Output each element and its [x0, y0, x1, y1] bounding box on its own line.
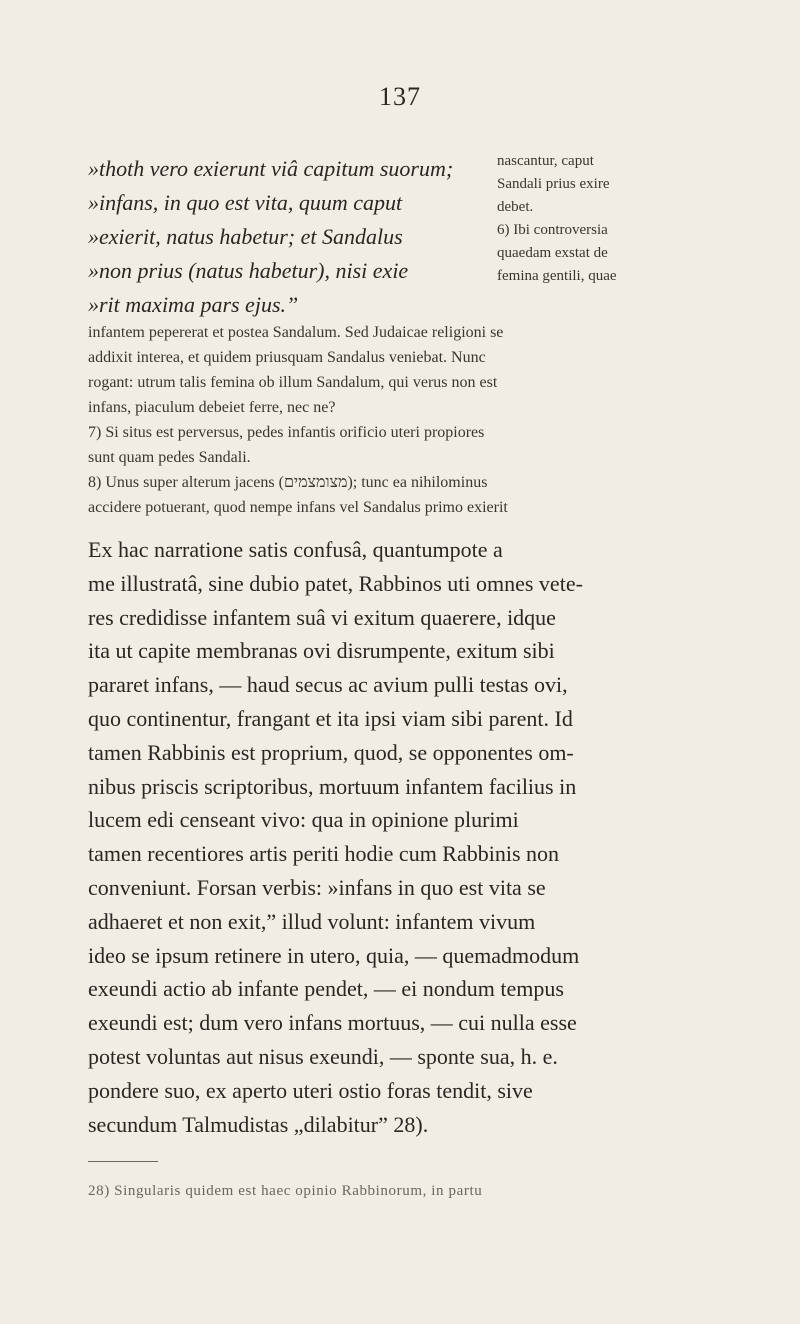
note-line: infans, piaculum debeiet ferre, nec ne?: [88, 399, 336, 416]
main-text-line: pondere suo, ex aperto uteri ostio foras tendit, sive: [88, 1077, 533, 1103]
note-line: addixit interea, et quidem priusquam Sandalus veniebat. Nunc: [88, 349, 486, 366]
quote-line: »infans, in quo est vita, quum caput: [88, 190, 403, 215]
main-text-line: exeundi actio ab infante pendet, — ei nondum tempus: [88, 976, 564, 1002]
note-line: 8) Unus super alterum jacens (מצומצמים); tunc ea nihilominus: [88, 474, 488, 491]
note-line: infantem pepererat et postea Sandalum. Sed Judaicae religioni se: [88, 324, 504, 341]
quote-line: »rit maxima pars ejus.”: [88, 292, 299, 317]
note-line: 7) Si situs est perversus, pedes infantis orificio uteri propiores: [88, 424, 485, 441]
quote-block: [88, 152, 488, 322]
side-note-line: Sandali prius exire: [497, 176, 610, 192]
footnote-28: 28) Singularis quidem est haec opinio Rabbinorum, in partu: [88, 1183, 483, 1199]
side-note-line: quaedam exstat de: [497, 245, 608, 261]
side-note-line: 6) Ibi controversia: [497, 222, 608, 238]
note-line: sunt quam pedes Sandali.: [88, 449, 251, 466]
main-text-line: ideo se ipsum retinere in utero, quia, — quemadmodum: [88, 942, 580, 968]
main-text-line: tamen Rabbinis est proprium, quod, se opponentes om-: [88, 739, 574, 765]
quote-line: »thoth vero exierunt viâ capitum suorum;: [88, 156, 454, 181]
page-number: 137: [379, 82, 421, 111]
main-text-line: Ex hac narratione satis confusâ, quantumpote a: [88, 537, 503, 562]
main-paragraph: [88, 533, 658, 1141]
main-text-line: res credidisse infantem suâ vi exitum quaerere, idque: [88, 604, 556, 630]
quote-line: »exierit, natus habetur; et Sandalus: [88, 224, 403, 249]
main-text-line: pararet infans, — haud secus ac avium pulli testas ovi,: [88, 672, 568, 698]
note-line: accidere potuerant, quod nempe infans vel Sandalus primo exierit: [88, 499, 508, 516]
main-text-line: potest voluntas aut nisus exeundi, — sponte sua, h. e.: [88, 1043, 558, 1069]
main-text-line: ita ut capite membranas ovi disrumpente, exitum sibi: [88, 638, 555, 664]
main-text-line: secundum Talmudistas „dilabitur” 28).: [88, 1111, 429, 1137]
main-text-line: adhaeret et non exit,” illud volunt: infantem vivum: [88, 908, 536, 934]
side-note-line: nascantur, caput: [497, 153, 594, 169]
side-footnote-column: [497, 150, 697, 288]
main-text-line: exeundi est; dum vero infans mortuus, — cui nulla esse: [88, 1010, 577, 1036]
note-line: rogant: utrum talis femina ob illum Sandalum, qui verus non est: [88, 374, 498, 391]
quote-line: »non prius (natus habetur), nisi exie: [88, 258, 409, 283]
main-text-line: nibus priscis scriptoribus, mortuum infantem facilius in: [88, 773, 577, 799]
side-note-line: debet.: [497, 199, 534, 215]
footnote-separator: [88, 1161, 158, 1162]
main-text-line: quo continentur, frangant et ita ipsi viam sibi parent. Id: [88, 705, 573, 731]
main-text-line: me illustratâ, sine dubio patet, Rabbinos uti omnes vete-: [88, 570, 583, 596]
main-text-line: conveniunt. Forsan verbis: »infans in quo est vita se: [88, 874, 546, 900]
main-text-line: lucem edi censeant vivo: qua in opinione plurimi: [88, 807, 519, 833]
side-note-line: femina gentili, quae: [497, 268, 617, 284]
notes-block: [88, 320, 658, 520]
main-text-line: tamen recentiores artis periti hodie cum Rabbinis non: [88, 841, 560, 867]
